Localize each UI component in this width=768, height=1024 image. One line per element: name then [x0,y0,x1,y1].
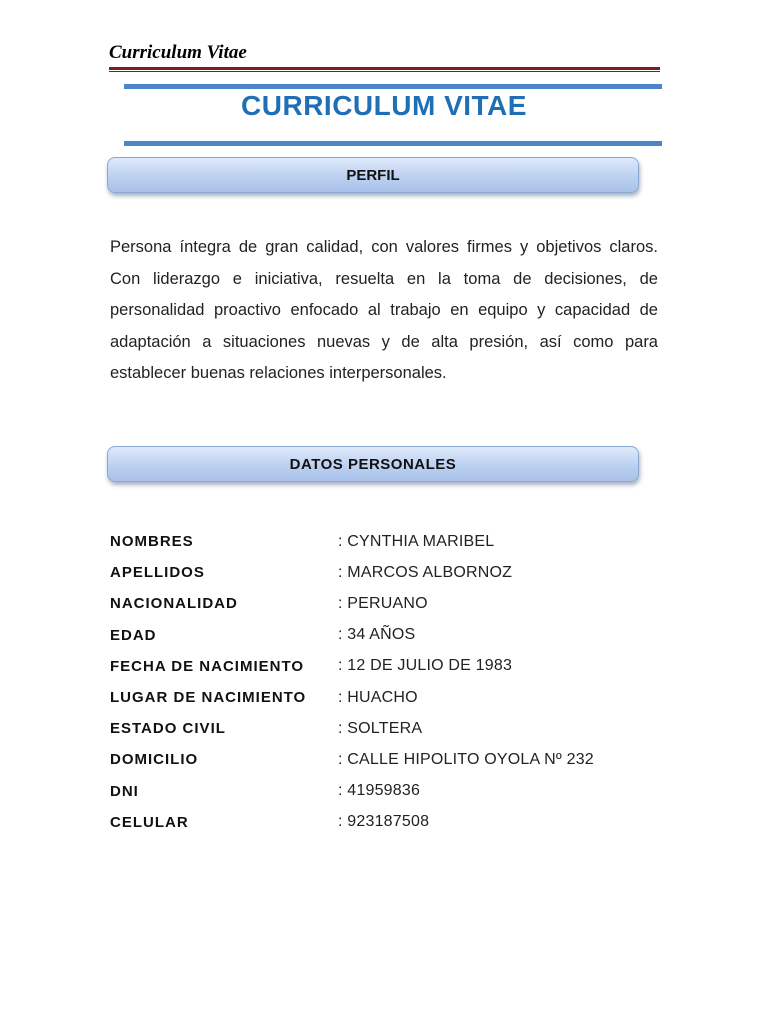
personal-data-table [110,526,594,838]
data-row-lugar-nacimiento [110,682,594,713]
section-heading-perfil [107,157,639,193]
data-value: : 923187508 [338,813,430,831]
data-label: LUGAR DE NACIMIENTO [110,689,307,707]
title-top-bar [124,84,662,89]
header-rule [109,67,660,72]
page-title: CURRICULUM VITAE [241,90,527,121]
data-label: ESTADO CIVIL [110,720,226,738]
section-heading-datos-personales [107,446,639,482]
profile-paragraph: Persona íntegra de gran calidad, con valores firmes y objetivos claros. Con liderazgo e iniciativa, resuelta en la toma de decisiones, de personalidad proactivo enfocado al trabajo en equipo y capacidad de adaptación a situaciones nuevas y de alta presión, así como para establecer buenas relaciones interpersonales. [110,238,658,382]
data-row-estado-civil [110,713,594,744]
data-label: CELULAR [110,813,189,831]
data-label: NACIONALIDAD [110,595,238,613]
data-row-domicilio [110,744,594,775]
data-label: NOMBRES [110,533,194,551]
data-label: FECHA DE NACIMIENTO [110,657,305,675]
data-value: : MARCOS ALBORNOZ [338,563,513,581]
section-heading-datos-personales-label: DATOS PERSONALES [289,455,457,473]
data-value: : PERUANO [338,594,428,612]
data-label: APELLIDOS [110,564,205,582]
data-value: : 41959836 [338,782,421,800]
data-label: EDAD [110,626,157,644]
data-row-celular [110,807,594,838]
data-label: DNI [110,782,139,800]
data-row-fecha-nacimiento [110,651,594,682]
data-value: : 34 AÑOS [338,626,416,644]
data-label: DOMICILIO [110,751,199,769]
data-value: : CALLE HIPOLITO OYOLA Nº 232 [338,750,594,768]
data-value: : CYNTHIA MARIBEL [338,532,495,550]
data-row-dni [110,776,594,807]
title-bottom-bar [124,141,662,146]
data-row-edad [110,620,594,651]
data-value: : HUACHO [338,688,418,706]
data-value: : 12 DE JULIO DE 1983 [338,657,513,675]
data-row-nombres [110,526,594,557]
running-header-title: Curriculum Vitae [109,42,247,63]
data-row-apellidos [110,557,594,588]
section-heading-perfil-label: PERFIL [346,166,400,184]
data-value: : SOLTERA [338,719,423,737]
data-row-nacionalidad [110,588,594,619]
